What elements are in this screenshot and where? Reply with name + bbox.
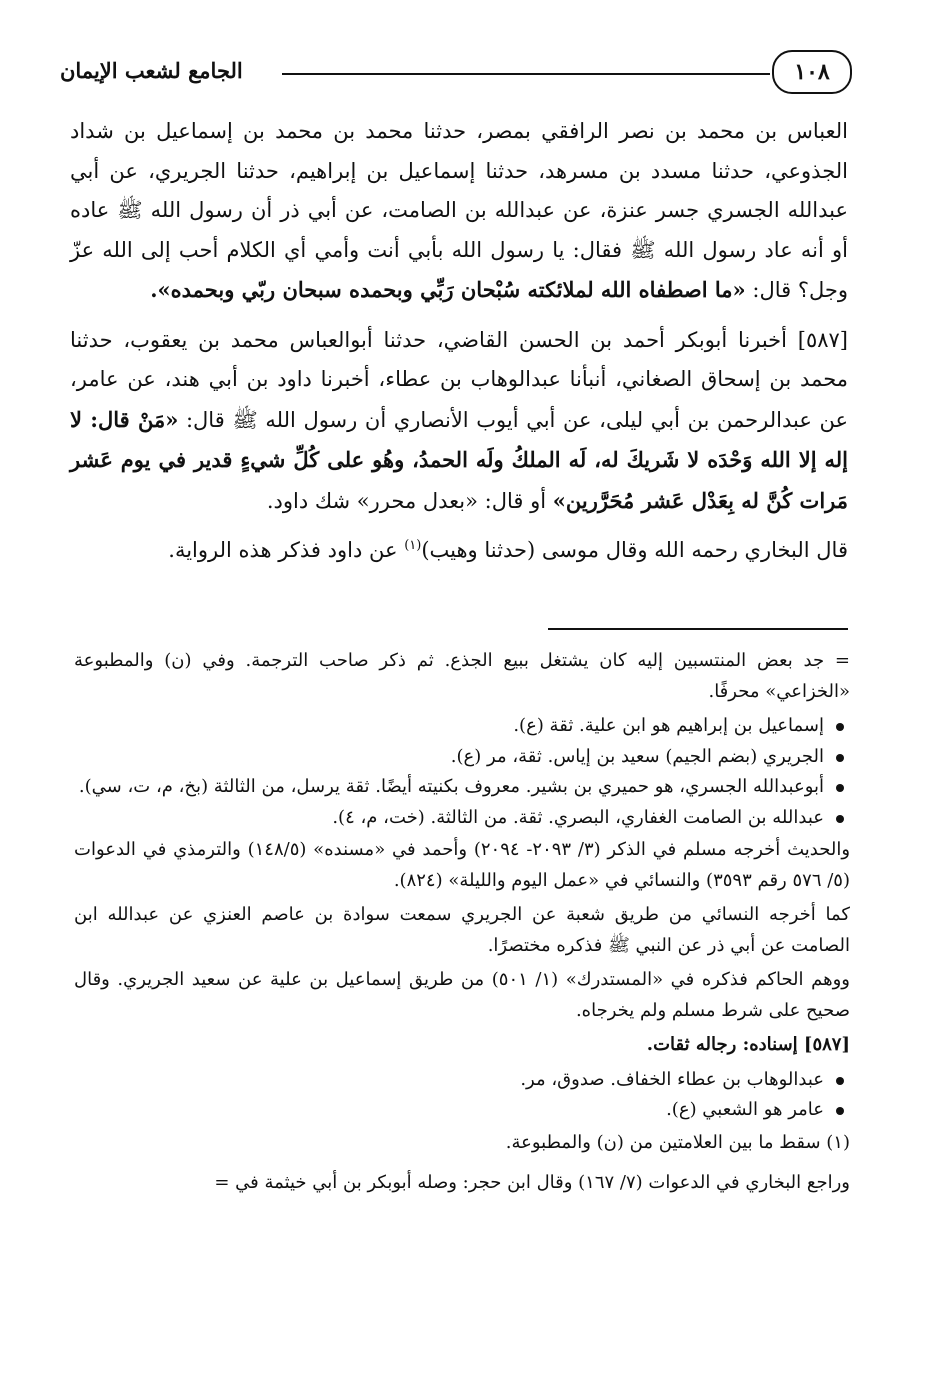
list-item: الجريري (بضم الجيم) سعيد بن إياس. ثقة، مر (ع). (74, 742, 850, 773)
hadith-586-paragraph (70, 112, 848, 311)
hadith-587-matn: «مَنْ قال: لا إله إلا الله وَحْدَه لا شَريكَ له، لَه الملكُ ولَه الحمدُ، وهُو على كُلِّ شيءٍ قدير في يوم عَشر مَرات كُنَّ له بِعَدْل عَشر مُحَرَّرين» (70, 406, 848, 513)
hadith-586-matn: «ما اصطفاه الله لملائكته سُبْحان رَبِّي وبحمده سبحان ربّي وبحمده». (150, 277, 746, 302)
footnote-final-line: وراجع البخاري في الدعوات (٧/ ١٦٧) وقال ابن حجر: وصله أبوبكر بن أبي خيثمة في = (214, 1172, 850, 1193)
page-header (60, 44, 860, 104)
hadith-586-isnad: العباس بن محمد بن نصر الرافقي بمصر، حدثنا محمد بن محمد بن إسماعيل بن شداد الجذوعي، حدثنا مسدد بن مسرهد، حدثنا إسماعيل بن إبراهيم، حدثنا الجريري، عن أبي عبدالله الجسري جسر عنزة، عن عبدالله بن الصامت، عن أبي ذر أن رسول الله ﷺ عاده أو أنه عاد رسول الله ﷺ فقال: يا رسول الله بأبي أنت وأمي أي الكلام أحب إلى الله عزّ وجل؟ قال: (70, 119, 848, 302)
bullet-icon (836, 784, 844, 792)
bullet-icon (836, 754, 844, 762)
page-number: ١٠٨ (772, 50, 852, 94)
running-title: الجامع لشعب الإيمان (60, 58, 243, 83)
list-item: عبدالله بن الصامت الغفاري، البصري. ثقة. من الثالثة. (خت، م، ٤). (74, 803, 850, 834)
footnote-continuation: = جد بعض المنتسبين إليه كان يشتغل ببيع الجذع. ثم ذكر صاحب الترجمة. وفي (ن) والمطبوعة «الخزاعي» محرفًا. (74, 650, 850, 702)
bukhari-note-text: قال البخاري رحمه الله وقال موسى (حدثنا وهيب) (421, 538, 848, 562)
hadith-587-tail: أو قال: «بعدل محرر» شك داود. (266, 488, 547, 513)
header-rule (282, 73, 770, 75)
takhrij-paragraph-1: والحديث أخرجه مسلم في الذكر (٣/ ٢٠٩٣- ٢٠٩٤) وأحمد في «مسنده» (١٤٨/٥) والترمذي في الدعوات (٥/ ٥٧٦ رقم ٣٥٩٣) والنسائي في «عمل اليوم والليلة» (٨٢٤). (74, 839, 851, 891)
main-text (70, 112, 848, 577)
hadith-587-isnad: [٥٨٧] أخبرنا أبوبكر أحمد بن الحسن القاضي، حدثنا أبوالعباس محمد بن يعقوب، حدثنا محمد بن إسحاق الصغاني، أنبأنا عبدالوهاب بن عطاء، أخبرنا داود بن أبي هند، عن عامر، عن عبدالرحمن بن أبي ليلى، عن أبي أيوب الأنصاري أن رسول الله ﷺ قال: (70, 327, 849, 432)
list-item: إسماعيل بن إبراهيم هو ابن علية. ثقة (ع). (74, 711, 850, 742)
list-item: عبدالوهاب بن عطاء الخفاف. صدوق، مر. (74, 1065, 850, 1096)
bullet-icon (836, 815, 844, 823)
footnote-marker: (١) (404, 538, 422, 553)
bukhari-note-text-end: عن داود فذكر هذه الرواية. (168, 538, 398, 562)
takhrij-paragraph-3: ووهم الحاكم فذكره في «المستدرك» (١/ ٥٠١) من طريق إسماعيل بن علية عن سعيد الجريري. وقال صحيح على شرط مسلم ولم يخرجاه. (74, 969, 850, 1021)
footnote-1: (١) سقط ما بين العلامتين من (ن) والمطبوعة. (505, 1131, 850, 1153)
bullet-icon (836, 1077, 844, 1085)
list-item: عامر هو الشعبي (ع). (74, 1095, 850, 1126)
bukhari-note-paragraph (70, 531, 848, 571)
narrator-list-586 (74, 711, 850, 833)
bullet-icon (836, 1107, 844, 1115)
bullet-icon (836, 723, 844, 731)
isnad-587-heading: [٥٨٧] إسناده: رجاله ثقات. (646, 1034, 850, 1055)
takhrij-paragraph-2: كما أخرجه النسائي من طريق شعبة عن الجريري سمعت سوادة بن عاصم العنزي عن عبدالله ابن الصامت عن أبي ذر عن النبي ﷺ فذكره مختصرًا. (74, 904, 850, 956)
narrator-list-587 (74, 1065, 850, 1126)
list-item: أبوعبدالله الجسري، هو حميري بن بشير. معروف بكنيته أيضًا. ثقة يرسل، من الثالثة (بخ، م، ت، سي). (74, 772, 850, 803)
footnote-separator (548, 628, 848, 630)
hadith-587-paragraph (70, 321, 848, 522)
footnotes (74, 646, 850, 1203)
